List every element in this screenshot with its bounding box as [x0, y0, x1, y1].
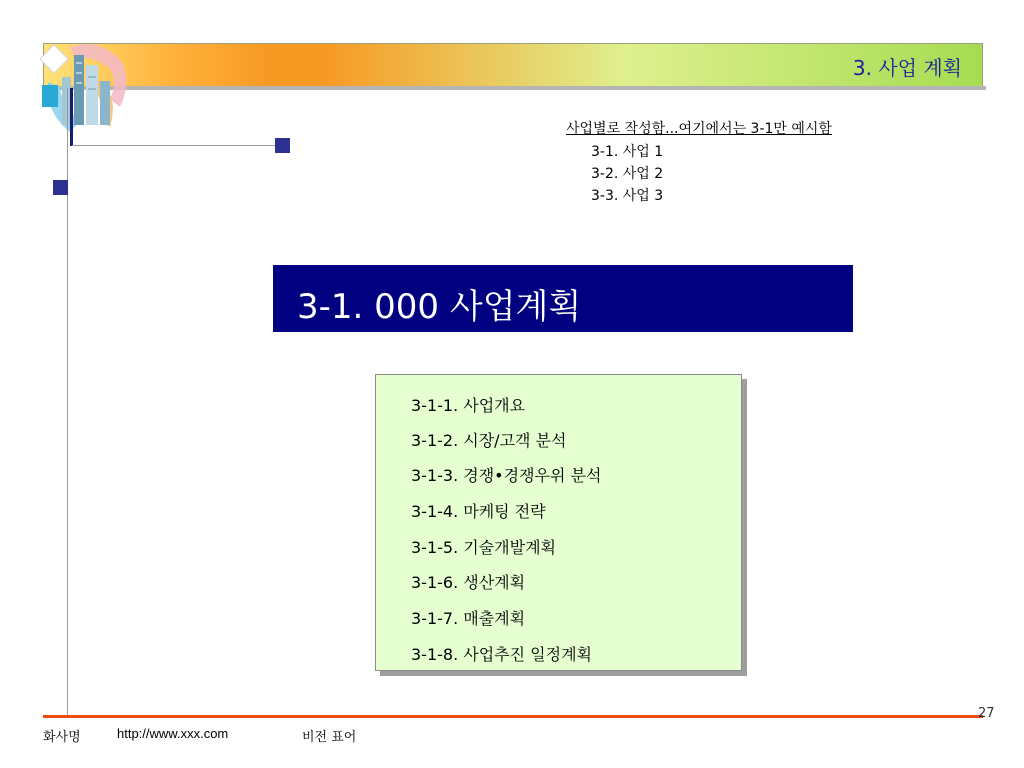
- footer-vision: 비전 표어: [302, 730, 357, 745]
- toc-item: 3-1-3. 경쟁•경쟁우위 분석: [411, 466, 602, 485]
- footer-company: 화사명: [43, 730, 81, 745]
- toc-item: 3-1-6. 생산계획: [411, 573, 526, 592]
- square-bullet-icon: [275, 138, 290, 153]
- toc-item: 3-1-5. 기술개발계획: [411, 538, 556, 557]
- footer-url: http://www.xxx.com: [117, 726, 229, 741]
- toc-item: 3-1-4. 마케팅 전략: [411, 502, 546, 521]
- logo-guide-line: [72, 145, 276, 146]
- toc-item: 3-1-2. 시장/고객 분석: [411, 431, 567, 450]
- header-title: 3. 사업 계획: [852, 56, 962, 80]
- toc-item: 3-1-1. 사업개요: [411, 396, 526, 415]
- page-number: 27: [978, 706, 995, 721]
- note-item: 3-1. 사업 1: [591, 144, 664, 160]
- logo-stem: [70, 88, 73, 146]
- toc-item: 3-1-7. 매출계획: [411, 609, 526, 628]
- section-title: 3-1. 000 사업계획: [297, 287, 582, 327]
- note-item: 3-3. 사업 3: [591, 188, 664, 204]
- note-item: 3-2. 사업 2: [591, 166, 664, 182]
- footer-divider: [43, 715, 983, 718]
- building-logo-icon: [40, 37, 132, 147]
- toc-item: 3-1-8. 사업추진 일정계획: [411, 645, 592, 664]
- note-heading: 사업별로 작성함...여기에서는 3-1만 예시함: [566, 121, 832, 137]
- header-banner-shadow: [48, 86, 986, 90]
- square-bullet-icon: [53, 180, 68, 195]
- header-banner: [43, 43, 983, 87]
